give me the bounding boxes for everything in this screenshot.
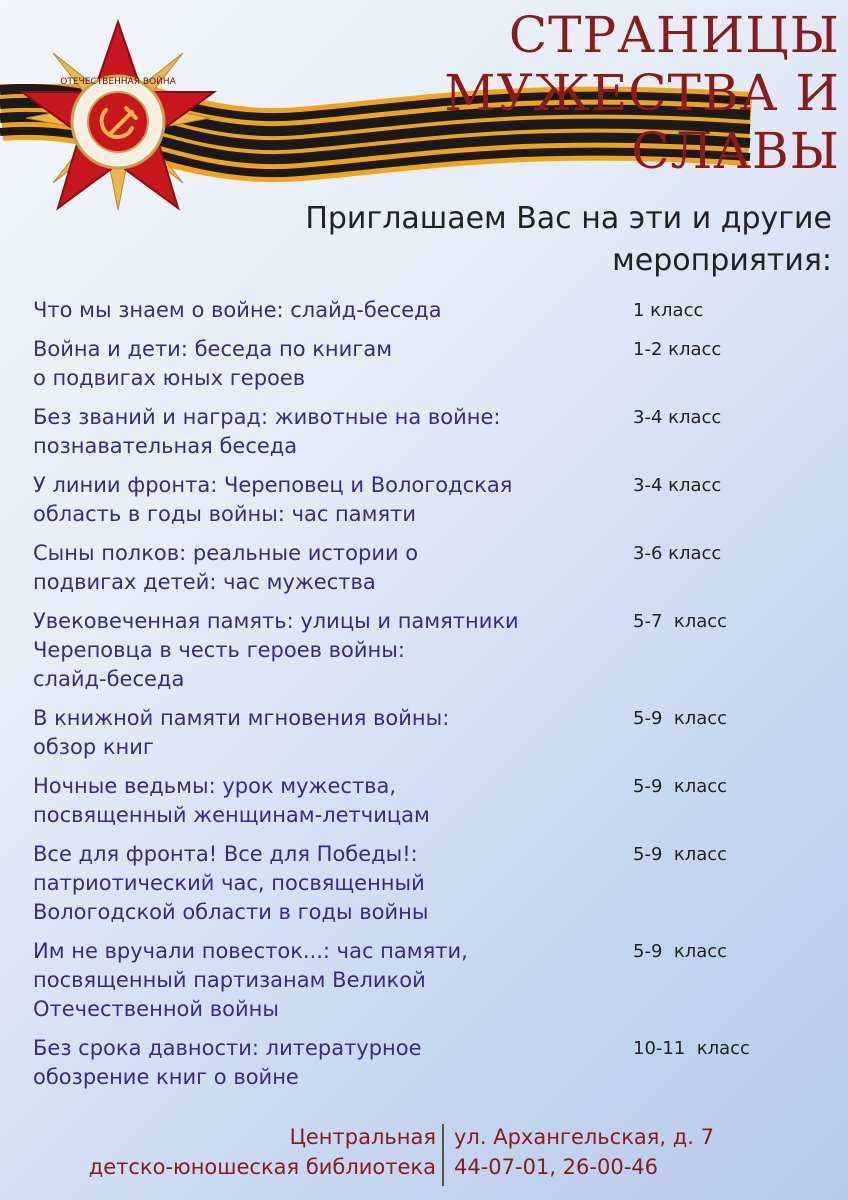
title-line-2: МУЖЕСТВА И СЛАВЫ (444, 64, 840, 180)
library-name (89, 1122, 436, 1182)
subtitle (192, 198, 832, 282)
event-grade: 5-7 класс (633, 611, 728, 632)
library-name-line-1: Центральная (289, 1125, 436, 1149)
event-item (33, 335, 823, 393)
library-phones: 44-07-01, 26-00-46 (454, 1155, 658, 1179)
event-title: Увековеченная память: улицы и памятники Череповца в честь героев войны: слайд-беседа (33, 609, 519, 691)
event-title: Без званий и наград: животные на войне: познавательная беседа (33, 405, 501, 458)
event-title: Все для фронта! Все для Победы!: патриотический час, посвященный Вологодской области в годы войны (33, 842, 429, 924)
event-title: Им не вручали повесток...: час памяти, посвященный партизанам Великой Отечественной войны (33, 939, 468, 1021)
event-item (33, 1034, 823, 1092)
event-title: Что мы знаем о войне: слайд-беседа (33, 298, 442, 322)
event-item (33, 471, 823, 529)
event-item (33, 607, 823, 694)
title-line-1: СТРАНИЦЫ (508, 6, 840, 64)
event-grade: 3-4 класс (633, 475, 722, 496)
event-grade: 1-2 класс (633, 339, 722, 360)
footer-divider (442, 1124, 444, 1186)
event-grade: 5-9 класс (633, 941, 728, 962)
library-name-line-2: детско-юношеская библиотека (88, 1155, 436, 1179)
page-title (220, 6, 840, 180)
event-item (33, 539, 823, 597)
event-grade: 3-6 класс (633, 543, 722, 564)
event-title: Без срока давности: литературное обозрение книг о войне (33, 1036, 422, 1089)
order-of-patriotic-war-icon (18, 18, 218, 218)
library-address: ул. Архангельская, д. 7 (454, 1125, 714, 1149)
event-item (33, 840, 823, 927)
event-title: Сыны полков: реальные истории о подвигах детей: час мужества (33, 541, 419, 594)
subtitle-line-1: Приглашаем Вас на эти и другие (305, 201, 832, 236)
event-grade: 10-11 класс (633, 1038, 750, 1059)
footer (0, 1122, 848, 1192)
event-grade: 3-4 класс (633, 407, 722, 428)
event-list (33, 296, 823, 1102)
event-title: Война и дети: беседа по книгам о подвигах юных героев (33, 337, 393, 390)
subtitle-line-2: мероприятия: (612, 243, 832, 278)
library-contacts (454, 1122, 714, 1182)
event-grade: 1 класс (633, 300, 704, 321)
event-item (33, 772, 823, 830)
event-grade: 5-9 класс (633, 776, 728, 797)
event-item (33, 937, 823, 1024)
event-item (33, 704, 823, 762)
medal-text: ОТЕЧЕСТВЕННАЯ ВОЙНА (60, 77, 176, 87)
event-title: Ночные ведьмы: урок мужества, посвященный женщинам-летчицам (33, 774, 430, 827)
event-grade: 5-9 класс (633, 844, 728, 865)
event-title: В книжной памяти мгновения войны: обзор книг (33, 706, 450, 759)
event-title: У линии фронта: Череповец и Вологодская область в годы войны: час памяти (33, 473, 513, 526)
event-item (33, 296, 823, 325)
event-grade: 5-9 класс (633, 708, 728, 729)
event-item (33, 403, 823, 461)
